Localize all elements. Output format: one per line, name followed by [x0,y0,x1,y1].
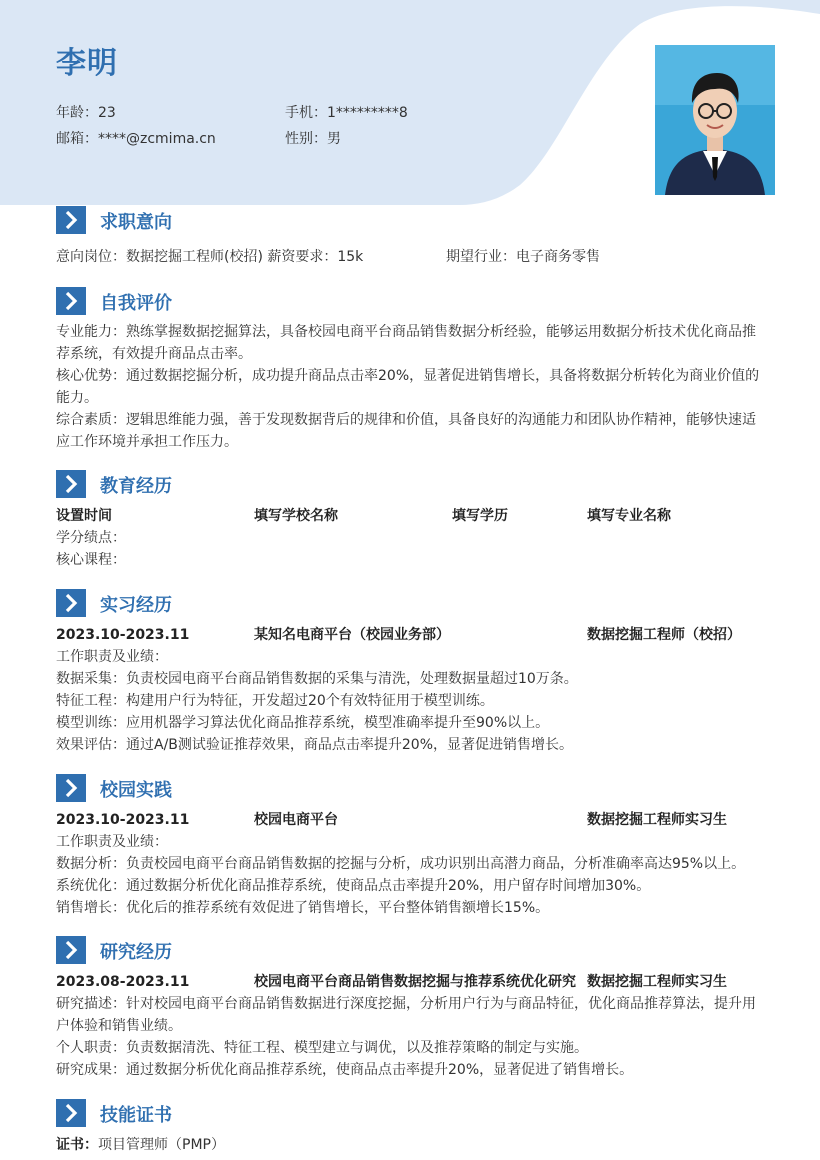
chevron-right-icon [56,470,86,498]
chevron-right-icon [56,206,86,234]
campus-role: 数据挖掘工程师实习生 [587,812,727,828]
education-gpa: 学分绩点： [56,530,126,546]
internship-line: 效果评估：通过A/B测试验证推荐效果，商品点击率提升20%，显著促进销售增长。 [56,737,574,753]
phone-field: 手机：1*********8 [285,105,408,121]
intent-position-salary: 意向岗位：数据挖掘工程师(校招) 薪资要求：15k [56,249,364,265]
section-title: 自我评价 [100,293,172,314]
research-project: 校园电商平台商品销售数据挖掘与推荐系统优化研究 [254,974,576,990]
candidate-name: 李明 [56,46,118,81]
self-eval-paragraph: 专业能力：熟练掌握数据挖掘算法，具备校园电商平台商品销售数据分析经验，能够运用数据分析技术优化商品推荐系统，有效提升商品点击率。 [56,324,756,362]
campus-line: 数据分析：负责校园电商平台商品销售数据的挖掘与分析，成功识别出高潜力商品，分析准确率高达95%以上。 [56,856,746,872]
education-major: 填写专业名称 [587,508,671,524]
internship-role: 数据挖掘工程师（校招） [587,627,741,643]
internship-line: 工作职责及业绩： [56,649,168,665]
section-job-intent [56,206,766,268]
email-field: 邮箱：****@zcmima.cn [56,131,216,147]
section-research [56,936,766,1081]
education-degree: 填写学历 [452,508,508,524]
section-campus-practice [56,774,766,919]
cert-value: 项目管理师（PMP） [98,1137,225,1153]
research-line: 个人职责：负责数据清洗、特征工程、模型建立与调优，以及推荐策略的制定与实施。 [56,1040,588,1056]
campus-time: 2023.10-2023.11 [56,812,190,828]
internship-org: 某知名电商平台（校园业务部） [254,627,450,643]
chevron-right-icon [56,1099,86,1127]
chevron-right-icon [56,287,86,315]
chevron-right-icon [56,936,86,964]
education-school: 填写学校名称 [254,508,338,524]
section-title: 研究经历 [100,942,172,963]
section-title: 技能证书 [100,1105,172,1126]
research-role: 数据挖掘工程师实习生 [587,974,727,990]
research-line: 研究描述：针对校园电商平台商品销售数据进行深度挖掘，分析用户行为与商品特征，优化商品推荐算法，提升用户体验和销售业绩。 [56,996,756,1034]
education-time: 设置时间 [56,508,112,524]
section-title: 校园实践 [100,780,172,801]
section-skills [56,1099,766,1156]
section-internship [56,589,766,756]
campus-line: 工作职责及业绩： [56,834,168,850]
campus-line: 销售增长：优化后的推荐系统有效促进了销售增长，平台整体销售额增长15%。 [56,900,550,916]
internship-time: 2023.10-2023.11 [56,627,190,643]
chevron-right-icon [56,589,86,617]
gender-field: 性别：男 [285,131,341,147]
campus-org: 校园电商平台 [254,812,338,828]
section-title: 求职意向 [100,212,172,233]
section-self-evaluation [56,287,766,453]
section-title: 实习经历 [100,595,172,616]
chevron-right-icon [56,774,86,802]
age-field: 年龄：23 [56,105,116,121]
section-title: 教育经历 [100,476,172,497]
education-courses: 核心课程： [56,552,126,568]
internship-line: 特征工程：构建用户行为特征，开发超过20个有效特征用于模型训练。 [56,693,494,709]
section-education [56,470,766,571]
internship-line: 模型训练：应用机器学习算法优化商品推荐系统，模型准确率提升至90%以上。 [56,715,550,731]
intent-industry: 期望行业：电子商务零售 [446,249,600,265]
cert-label: 证书： [56,1137,98,1153]
research-line: 研究成果：通过数据分析优化商品推荐系统，使商品点击率提升20%，显著促进了销售增长。 [56,1062,634,1078]
campus-line: 系统优化：通过数据分析优化商品推荐系统，使商品点击率提升20%，用户留存时间增加30%。 [56,878,651,894]
self-eval-paragraph: 核心优势：通过数据挖掘分析，成功提升商品点击率20%，显著促进销售增长，具备将数据分析转化为商业价值的能力。 [56,368,760,406]
research-time: 2023.08-2023.11 [56,974,190,990]
self-eval-paragraph: 综合素质：逻辑思维能力强，善于发现数据背后的规律和价值，具备良好的沟通能力和团队协作精神，能够快速适应工作环境并承担工作压力。 [56,412,756,450]
profile-photo [655,45,775,195]
internship-line: 数据采集：负责校园电商平台商品销售数据的采集与清洗，处理数据量超过10万条。 [56,671,578,687]
